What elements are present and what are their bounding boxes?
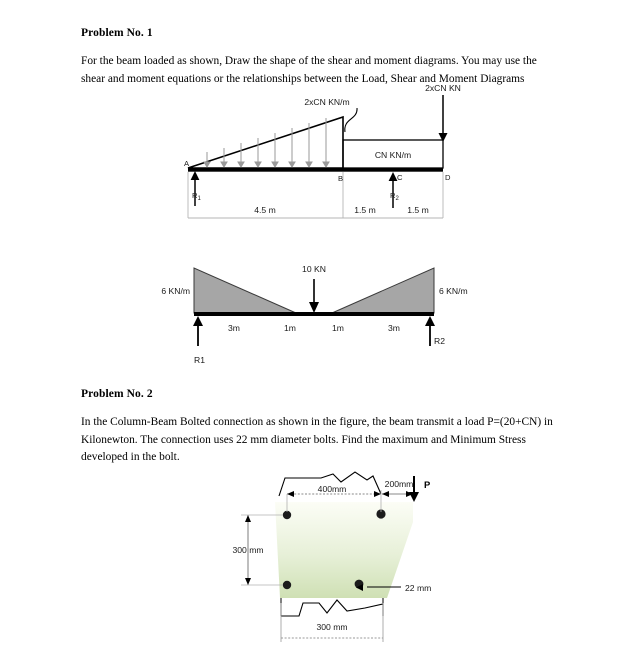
reaction-label-r1: $R_1$ [192, 191, 201, 202]
reaction-label-r2: R2 [434, 336, 445, 346]
point-load-arrow-10kn [309, 279, 319, 313]
node-label-a: A [184, 159, 190, 168]
connection-plate [275, 502, 413, 598]
dim-label-300mm-vertical: 300 mm [232, 545, 264, 555]
node-label-d: D [445, 173, 451, 182]
reaction-label-r2: $R_2$ [390, 191, 399, 202]
bolt-bottom-left [283, 581, 291, 589]
triangular-load-shape [188, 117, 343, 168]
beam-member [188, 168, 443, 172]
triangular-load-label: 2xCN KN/m [304, 97, 350, 107]
uniform-load-label: CN KN/m [374, 150, 412, 160]
reaction-label-r1: R1 [194, 355, 205, 365]
node-label-c: C [397, 173, 403, 182]
dim-200mm [382, 491, 413, 497]
dim-label-mid-right: 1m [332, 323, 344, 333]
triangular-load-leader [345, 108, 357, 132]
bolt-diameter-label: 22 mm [405, 583, 432, 593]
beam-member [194, 312, 434, 316]
figure-beam-abcd [175, 83, 475, 220]
point-load-arrow-d [439, 95, 448, 142]
dim-label-right: 3m [388, 323, 400, 333]
point-load-label: 2xCN KN [425, 83, 461, 93]
dim-label-400mm: 400mm [317, 484, 347, 494]
problem-1-body-line-2: shear and moment equations or the relationships between the Load, Shear and Moment Diagrams [81, 72, 525, 85]
reaction-arrow-r1 [193, 316, 203, 346]
problem-1-body [81, 53, 561, 88]
point-load-label: 10 KN [302, 264, 326, 274]
right-triangular-load [332, 268, 434, 313]
node-label-b: B [338, 174, 344, 183]
problem-2-heading: Problem No. 2 [81, 388, 153, 400]
dimension-extension-lines [188, 172, 443, 218]
span-label-ab: 4.5 m [254, 205, 276, 215]
left-triangular-load [194, 268, 296, 313]
left-load-label: 6 KN/m [161, 286, 190, 296]
figure-beam-symmetric [161, 258, 488, 368]
bolt-top-left [283, 511, 291, 519]
dim-label-300mm-horizontal: 300 mm [316, 622, 348, 632]
problem-2-body [81, 414, 563, 467]
load-label-p: P [424, 479, 431, 490]
span-label-bc: 1.5 m [354, 205, 376, 215]
problem-1-heading: Problem No. 1 [81, 27, 153, 39]
problem-2-body-line-1: In the Column-Beam Bolted connection as shown in the figure, the beam transmit a load P=(20+CN) in [81, 416, 553, 428]
dim-label-left: 3m [228, 323, 240, 333]
bottom-break-line [281, 600, 383, 616]
figure-bolted-connection [215, 470, 445, 650]
dim-label-mid-left: 1m [284, 323, 296, 333]
right-load-label: 6 KN/m [439, 286, 468, 296]
problem-1-body-line-1: For the beam loaded as shown, Draw the shape of the shear and moment diagrams. You may use the [81, 55, 537, 67]
problem-2-body-line-2: Kilonewton. The connection uses 22 mm diameter bolts. Find the maximum and Minimum Stress [81, 433, 526, 446]
dim-label-200mm: 200mm [384, 479, 414, 489]
problem-2-body-line-3: developed in the bolt. [81, 451, 180, 463]
span-label-cd: 1.5 m [407, 205, 429, 215]
